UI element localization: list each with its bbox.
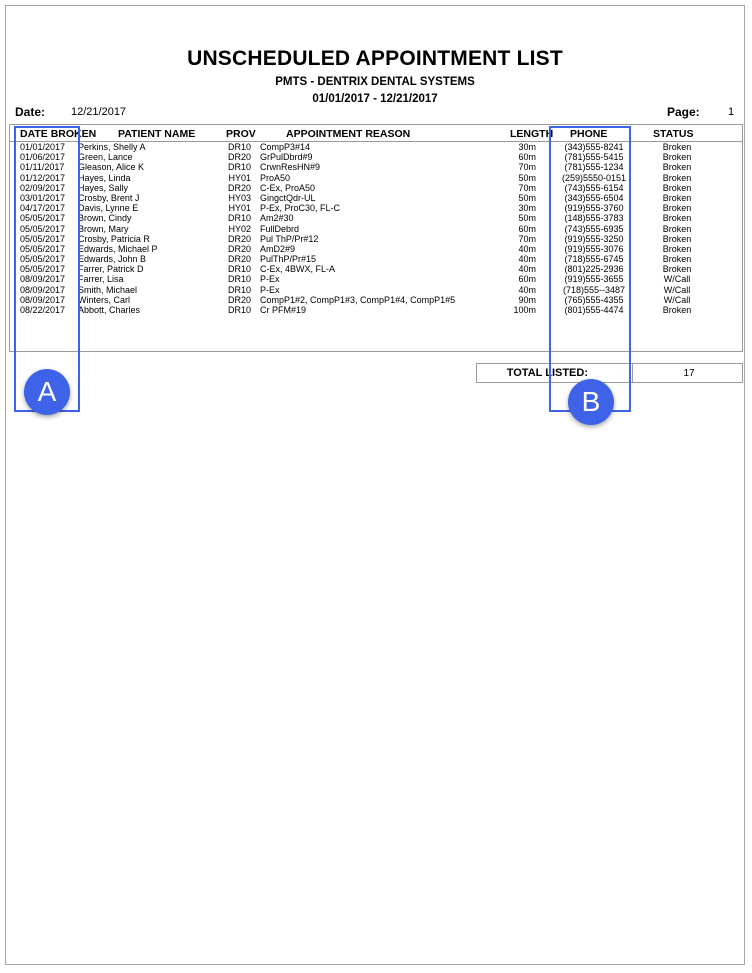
column-header-date-broken: DATE BROKEN [20, 128, 97, 140]
cell-prov: DR10 [227, 274, 251, 285]
appointment-table [9, 124, 743, 352]
column-header-patient-name: PATIENT NAME [118, 128, 196, 140]
cell-phone: (743)555-6935 [564, 223, 624, 234]
cell-patient-name: Farrer, Lisa [78, 274, 124, 285]
cell-date-broken: 05/05/2017 [20, 233, 66, 244]
table-row [10, 173, 742, 183]
cell-patient-name: Davis, Lynne E [78, 203, 139, 214]
cell-patient-name: Hayes, Linda [78, 172, 131, 183]
cell-appointment-reason: Am2#30 [260, 213, 294, 224]
cell-status: Broken [662, 305, 692, 315]
table-body [10, 142, 742, 352]
cell-status: Broken [662, 182, 692, 193]
cell-status: Broken [662, 213, 692, 224]
cell-prov: DR10 [227, 305, 251, 315]
cell-length: 60m [518, 152, 536, 163]
annotation-badge-a: A [24, 369, 70, 415]
cell-phone: (801)225-2936 [564, 264, 624, 275]
table-row [10, 264, 742, 274]
cell-length: 70m [518, 233, 536, 244]
cell-status: Broken [662, 162, 692, 173]
table-row [10, 305, 742, 315]
cell-prov: DR20 [227, 254, 251, 265]
cell-status: Broken [662, 223, 692, 234]
cell-length: 90m [518, 294, 536, 305]
cell-appointment-reason: Pul ThP/Pr#12 [260, 233, 319, 244]
cell-patient-name: Winters, Carl [78, 294, 131, 305]
cell-date-broken: 08/09/2017 [20, 274, 66, 285]
cell-prov: DR20 [227, 243, 251, 254]
cell-date-broken: 08/09/2017 [20, 284, 66, 295]
cell-appointment-reason: CrwnResHN#9 [260, 162, 321, 173]
cell-appointment-reason: P-Ex, ProC30, FL-C [260, 203, 341, 214]
cell-length: 50m [518, 172, 536, 183]
cell-length: 60m [518, 223, 536, 234]
cell-date-broken: 08/09/2017 [20, 294, 66, 305]
cell-patient-name: Brown, Cindy [78, 213, 132, 224]
cell-prov: HY03 [228, 192, 251, 203]
cell-phone: (919)555-3655 [564, 274, 624, 285]
table-row [10, 213, 742, 223]
table-row [10, 193, 742, 203]
date-value: 12/21/2017 [71, 106, 127, 118]
cell-date-broken: 05/05/2017 [20, 264, 66, 275]
cell-status: Broken [662, 152, 692, 163]
cell-date-broken: 01/01/2017 [20, 142, 66, 152]
cell-date-broken: 02/09/2017 [20, 182, 66, 193]
cell-date-broken: 01/12/2017 [20, 172, 66, 183]
table-header-row [10, 125, 742, 142]
cell-phone: (781)555-5415 [564, 152, 624, 163]
table-row [10, 142, 742, 152]
cell-length: 70m [518, 162, 536, 173]
column-header-prov: PROV [226, 128, 256, 140]
date-label: Date: [15, 105, 46, 119]
column-header-length: LENGTH [510, 128, 554, 140]
cell-appointment-reason: P-Ex [260, 284, 280, 295]
cell-phone: (743)555-6154 [564, 182, 624, 193]
total-listed-value: 17 [683, 368, 695, 379]
column-header-status: STATUS [653, 128, 694, 140]
table-row [10, 162, 742, 172]
cell-status: W/Call [663, 274, 691, 285]
column-header-phone: PHONE [570, 128, 608, 140]
cell-phone: (343)555-6504 [564, 192, 624, 203]
cell-status: Broken [662, 192, 692, 203]
cell-patient-name: Edwards, Michael P [78, 243, 158, 254]
cell-prov: DR20 [227, 182, 251, 193]
table-row [10, 295, 742, 305]
cell-phone: (781)555-1234 [564, 162, 624, 173]
cell-appointment-reason: C-Ex, 4BWX, FL-A [260, 264, 336, 275]
cell-prov: HY01 [228, 172, 251, 183]
cell-patient-name: Crosby, Brent J [78, 192, 140, 203]
cell-appointment-reason: FullDebrd [260, 223, 300, 234]
cell-phone: (765)555-4355 [564, 294, 624, 305]
cell-date-broken: 03/01/2017 [20, 192, 66, 203]
table-row [10, 183, 742, 193]
cell-phone: (718)555-6745 [564, 254, 624, 265]
cell-phone: (919)555-3076 [564, 243, 624, 254]
cell-status: Broken [662, 142, 692, 152]
cell-appointment-reason: AmD2#9 [260, 243, 296, 254]
annotation-rect-b [549, 126, 631, 412]
cell-patient-name: Brown, Mary [78, 223, 129, 234]
cell-status: Broken [662, 243, 692, 254]
cell-phone: (718)555--3487 [562, 284, 626, 295]
cell-length: 40m [518, 254, 536, 265]
cell-appointment-reason: CompP1#2, CompP1#3, CompP1#4, CompP1#5 [260, 294, 456, 305]
cell-patient-name: Perkins, Shelly A [78, 142, 146, 152]
cell-prov: HY02 [228, 223, 251, 234]
cell-patient-name: Abbott, Charles [78, 305, 141, 315]
table-bottom-rule [9, 351, 743, 352]
cell-date-broken: 01/11/2017 [20, 162, 65, 173]
cell-patient-name: Gleason, Alice K [78, 162, 145, 173]
cell-appointment-reason: GingctQdr-UL [260, 192, 316, 203]
cell-patient-name: Hayes, Sally [78, 182, 129, 193]
cell-appointment-reason: Cr PFM#19 [260, 305, 307, 315]
cell-status: Broken [662, 203, 692, 214]
annotation-badge-b: B [568, 379, 614, 425]
cell-prov: DR20 [227, 294, 251, 305]
cell-appointment-reason: CompP3#14 [260, 142, 311, 152]
cell-phone: (148)555-3783 [564, 213, 624, 224]
cell-appointment-reason: GrPulDbrd#9 [260, 152, 313, 163]
report-meta-row [6, 105, 746, 121]
cell-phone: (259)5550-0151 [561, 172, 627, 183]
table-row [10, 234, 742, 244]
cell-date-broken: 05/05/2017 [20, 243, 66, 254]
cell-patient-name: Green, Lance [78, 152, 133, 163]
cell-patient-name: Edwards, John B [78, 254, 147, 265]
cell-length: 50m [518, 192, 536, 203]
table-row [10, 254, 742, 264]
cell-prov: HY01 [228, 203, 251, 214]
cell-appointment-reason: P-Ex [260, 274, 280, 285]
total-listed-label: TOTAL LISTED: [506, 367, 588, 379]
cell-status: Broken [662, 254, 692, 265]
report-page [5, 5, 745, 965]
cell-prov: DR10 [227, 264, 251, 275]
cell-status: W/Call [663, 284, 691, 295]
cell-date-broken: 04/17/2017 [20, 203, 66, 214]
cell-status: Broken [662, 264, 692, 275]
table-row [10, 244, 742, 254]
table-row [10, 203, 742, 213]
cell-length: 40m [518, 264, 536, 275]
cell-date-broken: 01/06/2017 [20, 152, 66, 163]
cell-phone: (919)555-3760 [564, 203, 624, 214]
page-label: Page: [667, 105, 700, 119]
cell-length: 50m [518, 213, 536, 224]
cell-prov: DR10 [227, 162, 251, 173]
cell-prov: DR10 [227, 142, 251, 152]
cell-status: Broken [662, 233, 692, 244]
cell-prov: DR10 [227, 213, 251, 224]
table-row [10, 152, 742, 162]
cell-patient-name: Smith, Michael [78, 284, 138, 295]
cell-patient-name: Crosby, Patricia R [78, 233, 150, 244]
cell-patient-name: Farrer, Patrick D [78, 264, 144, 275]
cell-date-broken: 05/05/2017 [20, 254, 66, 265]
cell-status: Broken [662, 172, 692, 183]
cell-prov: DR20 [227, 233, 251, 244]
cell-appointment-reason: ProA50 [260, 172, 291, 183]
cell-appointment-reason: PulThP/Pr#15 [260, 254, 317, 265]
page-title: UNSCHEDULED APPOINTMENT LIST [187, 47, 563, 70]
cell-date-broken: 05/05/2017 [20, 213, 66, 224]
column-header-appointment-reason: APPOINTMENT REASON [286, 128, 411, 140]
cell-length: 40m [518, 284, 536, 295]
cell-length: 60m [518, 274, 536, 285]
table-row [10, 274, 742, 284]
cell-prov: DR20 [227, 152, 251, 163]
page-number-value: 1 [728, 106, 735, 118]
cell-phone: (919)555-3250 [564, 233, 624, 244]
cell-length: 40m [518, 243, 536, 254]
report-date-range: 01/01/2017 - 12/21/2017 [312, 93, 438, 106]
cell-length: 30m [518, 203, 536, 214]
cell-length: 70m [518, 182, 536, 193]
cell-status: W/Call [663, 294, 691, 305]
cell-length: 100m [513, 305, 536, 315]
report-subtitle: PMTS - DENTRIX DENTAL SYSTEMS [275, 76, 475, 89]
table-row [10, 224, 742, 234]
cell-phone: (801)555-4474 [564, 305, 624, 315]
report-header [6, 6, 744, 105]
cell-phone: (343)555-8241 [564, 142, 624, 152]
cell-appointment-reason: C-Ex, ProA50 [260, 182, 316, 193]
total-row-divider [632, 364, 633, 382]
cell-prov: DR10 [227, 284, 251, 295]
cell-date-broken: 05/05/2017 [20, 223, 66, 234]
table-row [10, 285, 742, 295]
cell-date-broken: 08/22/2017 [20, 305, 66, 315]
cell-length: 30m [518, 142, 536, 152]
